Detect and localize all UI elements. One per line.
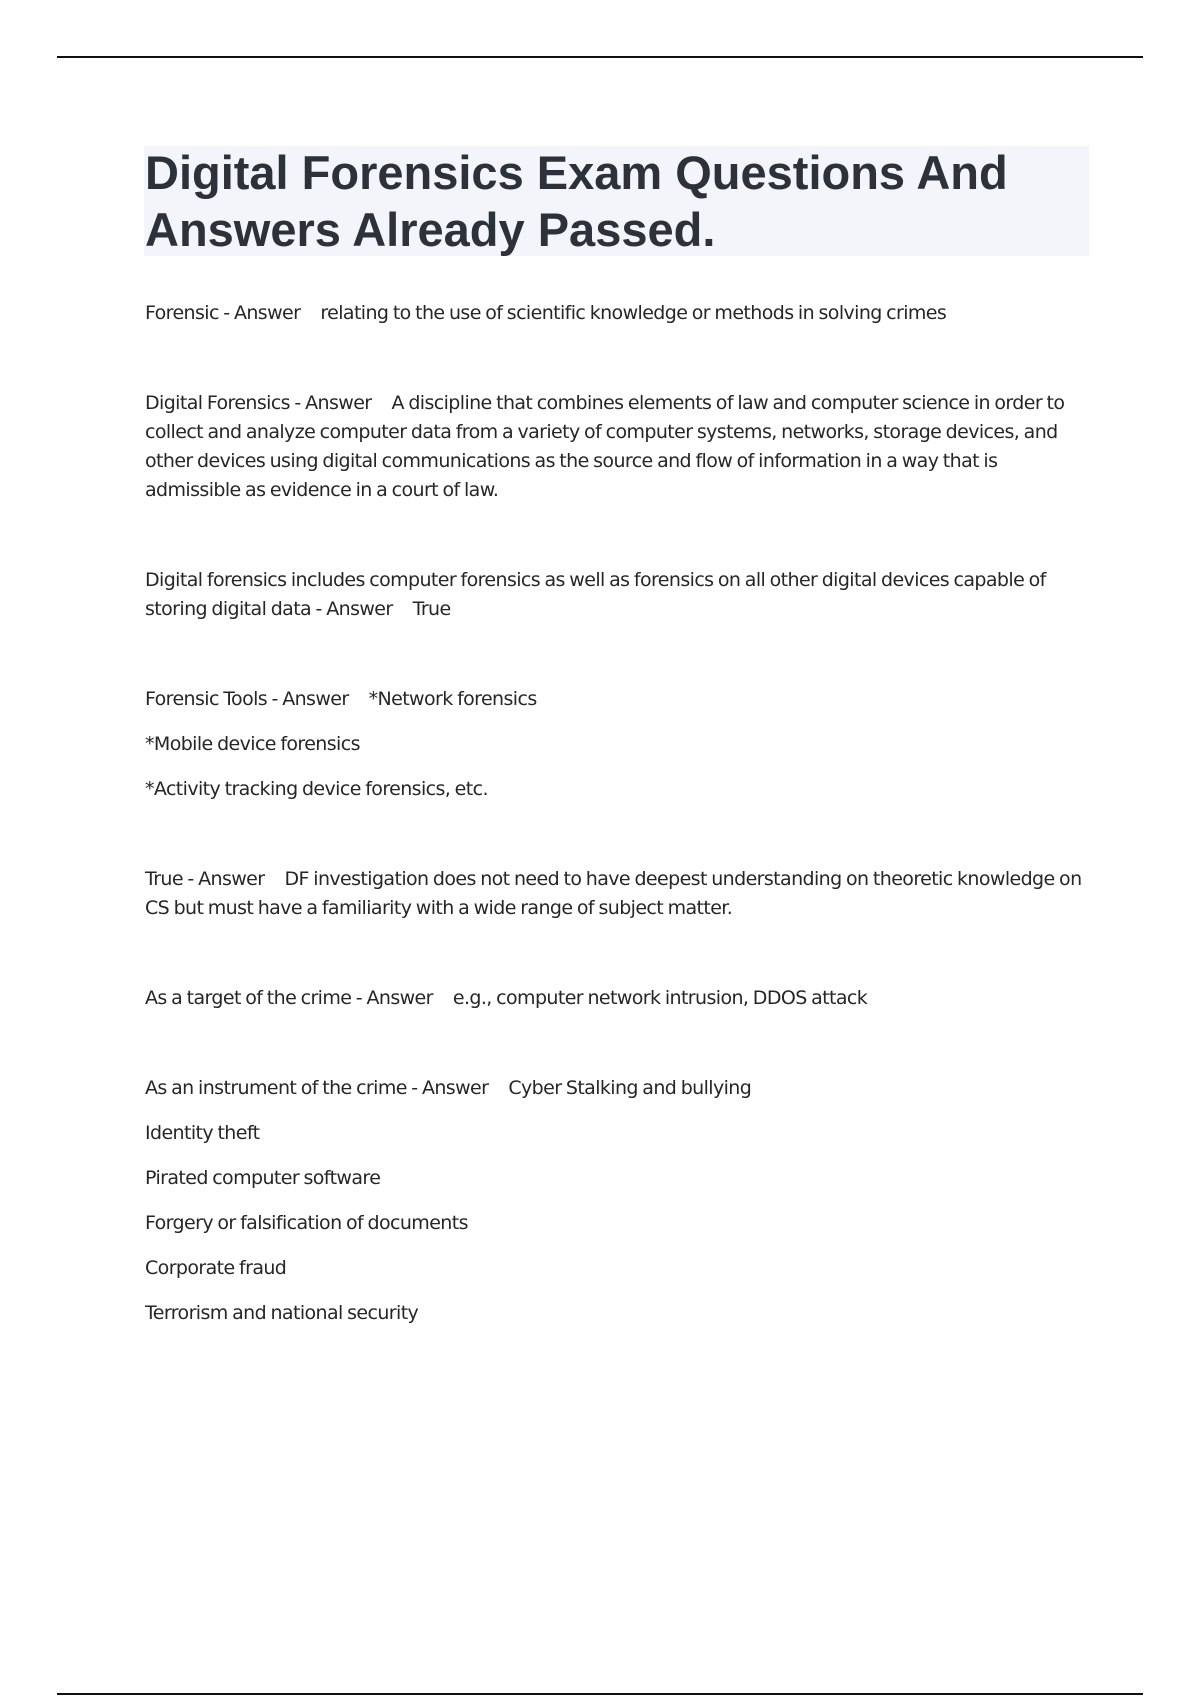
qa-answer: Cyber Stalking and bullying — [508, 1077, 752, 1099]
answer-label: - Answer — [311, 598, 393, 620]
qa-term: As an instrument of the crime — [145, 1077, 407, 1099]
qa-extra-line: Pirated computer software — [145, 1167, 381, 1189]
qa-term: Digital Forensics — [145, 392, 290, 414]
qa-extra-line: *Mobile device forensics — [145, 733, 360, 755]
qa-extra-line: *Activity tracking device forensics, etc. — [145, 778, 488, 800]
top-divider — [57, 56, 1143, 58]
qa-answer: e.g., computer network intrusion, DDOS attack — [452, 987, 868, 1009]
qa-entry-includes-computer-forensics — [145, 566, 1090, 624]
qa-answer: True — [412, 598, 451, 620]
qa-first-line — [145, 984, 1090, 1013]
qa-term: True — [145, 868, 183, 890]
qa-term: As a target of the crime — [145, 987, 352, 1009]
answer-label: - Answer — [182, 868, 265, 890]
qa-first-line — [145, 566, 1090, 624]
qa-term: Digital forensics includes computer forensics as well as forensics on all other digital devices capable of storing digital data — [145, 569, 1046, 620]
qa-first-line — [145, 685, 1090, 714]
qa-answer: DF investigation does not need to have deepest understanding on theoretic knowledge on CS but must have a familiarity with a wide range of subject matter. — [145, 868, 1082, 919]
answer-label: - Answer — [351, 987, 433, 1009]
answer-label: - Answer — [289, 392, 372, 414]
qa-first-line — [145, 1074, 1090, 1103]
qa-extra-line: Identity theft — [145, 1122, 260, 1144]
qa-extra-line: Forgery or falsification of documents — [145, 1212, 468, 1234]
answer-label: - Answer — [218, 302, 301, 324]
qa-answer: relating to the use of scientific knowledge or methods in solving crimes — [320, 302, 947, 324]
qa-answer: A discipline that combines elements of law and computer science in order to collect and analyze computer data from a variety of computer systems, networks, storage devices, and other devices using digital communications as the source and flow of information in a way that is admissible as evidence in a court of law. — [145, 392, 1065, 501]
qa-first-line — [145, 389, 1090, 505]
qa-extra-line: Corporate fraud — [145, 1257, 287, 1279]
answer-label: - Answer — [267, 688, 349, 710]
qa-entry-target-of-crime — [145, 984, 1090, 1013]
qa-extra-line: Terrorism and national security — [145, 1302, 419, 1324]
answer-label: - Answer — [406, 1077, 489, 1099]
qa-entry-forensic — [145, 299, 1090, 328]
document-title: Digital Forensics Exam Questions And Answers Already Passed. — [145, 146, 1008, 256]
qa-list — [145, 299, 1090, 1328]
qa-answer: *Network forensics — [368, 688, 537, 710]
qa-entry-digital-forensics — [145, 389, 1090, 505]
qa-first-line — [145, 865, 1090, 923]
qa-term: Forensic — [145, 302, 219, 324]
qa-first-line — [145, 299, 1090, 328]
qa-entry-true — [145, 865, 1090, 923]
bottom-divider — [57, 1693, 1143, 1695]
qa-entry-instrument-of-crime — [145, 1074, 1090, 1328]
qa-entry-forensic-tools — [145, 685, 1090, 804]
qa-term: Forensic Tools — [145, 688, 268, 710]
